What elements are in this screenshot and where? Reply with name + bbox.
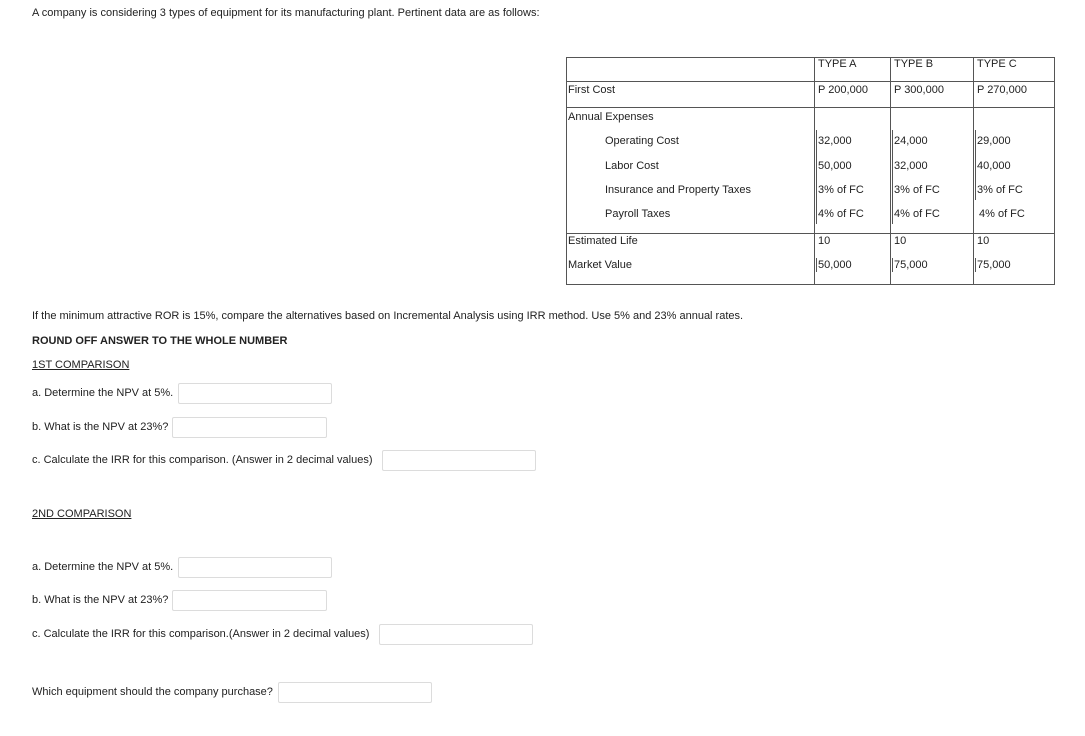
comparison2-question-b: b. What is the NPV at 23%?: [32, 594, 169, 606]
life-type-b: 10: [894, 235, 907, 247]
header-type-b: TYPE B: [894, 58, 934, 70]
comparison1-question-b: b. What is the NPV at 23%?: [32, 421, 169, 433]
life-type-a: 10: [818, 235, 831, 247]
comparison2-npv23-input[interactable]: [172, 590, 327, 611]
first-cost-type-a: P 200,000: [818, 84, 868, 96]
comparison1-question-c: c. Calculate the IRR for this comparison. (Answer in 2 decimal values): [32, 454, 373, 466]
comparison1-title: 1ST COMPARISON: [32, 359, 130, 371]
insurance-taxes-type-b: 3% of FC: [894, 184, 940, 196]
payroll-taxes-type-c: 4% of FC: [979, 208, 1025, 220]
life-type-c: 10: [977, 235, 990, 247]
first-cost-type-b: P 300,000: [894, 84, 944, 96]
row-label-labor-cost: Labor Cost: [605, 160, 659, 172]
comparison1-irr-input[interactable]: [382, 450, 536, 471]
intro-text: A company is considering 3 types of equipment for its manufacturing plant. Pertinent data are as follows:: [32, 7, 540, 19]
row-label-annual-expenses: Annual Expenses: [568, 111, 654, 123]
header-type-c: TYPE C: [977, 58, 1017, 70]
first-cost-type-c: P 270,000: [977, 84, 1027, 96]
round-off-note: ROUND OFF ANSWER TO THE WHOLE NUMBER: [32, 335, 288, 347]
row-label-insurance-taxes: Insurance and Property Taxes: [605, 184, 751, 196]
comparison2-question-c: c. Calculate the IRR for this comparison.(Answer in 2 decimal values): [32, 628, 370, 640]
final-question: Which equipment should the company purchase?: [32, 686, 273, 698]
operating-cost-type-c: 29,000: [977, 135, 1011, 147]
row-label-estimated-life: Estimated Life: [568, 235, 638, 247]
labor-cost-type-b: 32,000: [894, 160, 928, 172]
market-value-type-b: 75,000: [894, 259, 928, 271]
labor-cost-type-c: 40,000: [977, 160, 1011, 172]
row-label-operating-cost: Operating Cost: [605, 135, 679, 147]
market-value-type-c: 75,000: [977, 259, 1011, 271]
comparison1-question-a: a. Determine the NPV at 5%.: [32, 387, 174, 399]
payroll-taxes-type-b: 4% of FC: [894, 208, 940, 220]
comparison1-npv5-input[interactable]: [178, 383, 332, 404]
row-label-first-cost: First Cost: [568, 84, 616, 96]
comparison2-question-a: a. Determine the NPV at 5%.: [32, 561, 174, 573]
row-label-market-value: Market Value: [568, 259, 632, 271]
market-value-type-a: 50,000: [818, 259, 852, 271]
row-label-payroll-taxes: Payroll Taxes: [605, 208, 671, 220]
insurance-taxes-type-c: 3% of FC: [977, 184, 1023, 196]
insurance-taxes-type-a: 3% of FC: [818, 184, 864, 196]
operating-cost-type-a: 32,000: [818, 135, 852, 147]
instructions-text: If the minimum attractive ROR is 15%, compare the alternatives based on Incremental Analysis using IRR method. Use 5% and 23% annual rates.: [32, 310, 744, 322]
header-type-a: TYPE A: [818, 58, 857, 70]
comparison2-irr-input[interactable]: [379, 624, 533, 645]
comparison2-title: 2ND COMPARISON: [32, 508, 132, 520]
operating-cost-type-b: 24,000: [894, 135, 928, 147]
comparison2-npv5-input[interactable]: [178, 557, 332, 578]
comparison1-npv23-input[interactable]: [172, 417, 327, 438]
payroll-taxes-type-a: 4% of FC: [818, 208, 864, 220]
labor-cost-type-a: 50,000: [818, 160, 852, 172]
equipment-choice-input[interactable]: [278, 682, 432, 703]
